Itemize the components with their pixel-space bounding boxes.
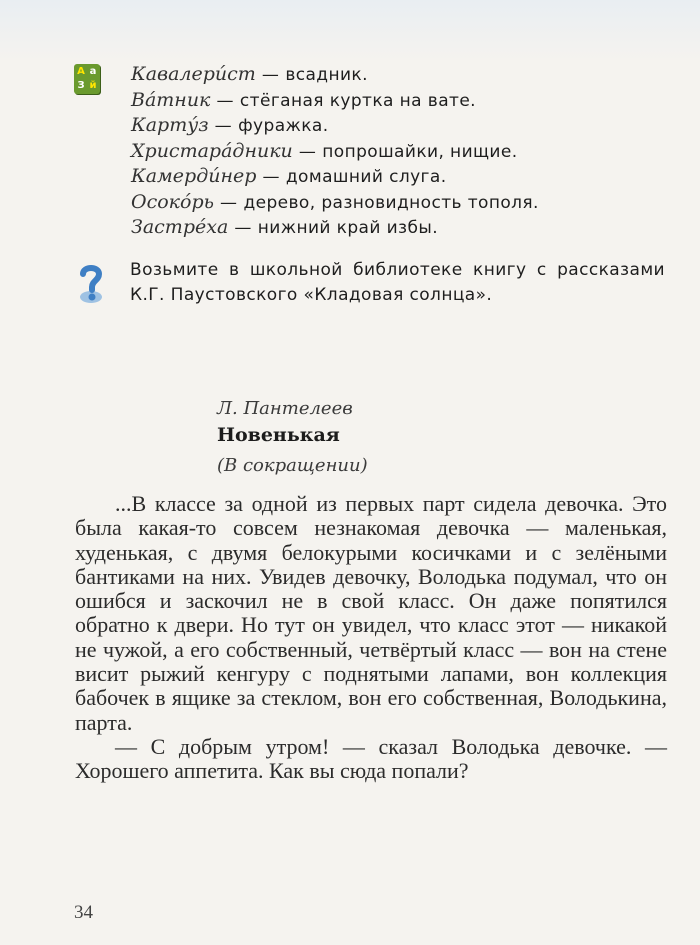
vocabulary-dash: — — [216, 90, 234, 111]
vocabulary-icon-letter: З — [77, 80, 85, 91]
vocabulary-term: Карту́з — [131, 114, 209, 136]
vocabulary-dash: — — [261, 65, 280, 85]
vocabulary-term: Кавалери́ст — [131, 63, 256, 85]
vocabulary-term: Застре́ха — [131, 216, 229, 238]
vocabulary-entry — [131, 215, 651, 241]
story-title: Новенькая — [217, 424, 340, 446]
vocabulary-entry — [131, 113, 651, 139]
vocabulary-icon-letter: а — [89, 66, 97, 77]
vocabulary-term: Камерди́нер — [131, 165, 257, 187]
vocabulary-definition: всадник. — [285, 65, 368, 85]
vocabulary-dash: — — [262, 167, 280, 187]
vocabulary-entry — [131, 62, 651, 88]
vocabulary-entry — [131, 139, 651, 165]
vocabulary-definition: дерево, разновидность тополя. — [243, 192, 539, 213]
vocabulary-entry — [131, 164, 651, 190]
vocabulary-entry — [131, 88, 651, 114]
vocabulary-term: Осоко́рь — [131, 190, 214, 213]
vocabulary-dash: — — [214, 116, 233, 136]
vocabulary-icon — [74, 64, 100, 94]
vocabulary-definition: нижний край избы. — [257, 218, 439, 238]
vocabulary-definition: стёганая куртка на вате. — [239, 90, 476, 111]
story-text — [75, 492, 667, 784]
story-paragraph: — С добрым утром! — сказал Володька девочке. — Хорошего аппетита. Как вы сюда попали? — [75, 733, 667, 784]
vocabulary-dash: — — [298, 141, 317, 162]
vocabulary-dash: — — [234, 218, 252, 238]
story-author: Л. Пантелеев — [217, 398, 353, 419]
vocabulary-list — [131, 62, 651, 241]
reading-assignment: Возьмите в школьной библиотеке книгу с рассказами К.Г. Паустовского «Кладовая солнца». — [130, 260, 665, 305]
vocabulary-term: Ва́тник — [131, 88, 211, 111]
vocabulary-definition: домашний слуга. — [285, 167, 447, 187]
vocabulary-definition: фуражка. — [238, 116, 329, 136]
top-band — [0, 0, 700, 60]
question-mark-icon — [77, 262, 105, 304]
vocabulary-entry — [131, 190, 651, 216]
story-note: (В сокращении) — [217, 455, 368, 476]
vocabulary-icon-letter: А — [77, 66, 85, 77]
vocabulary-dash: — — [220, 192, 238, 213]
vocabulary-term: Христара́дники — [131, 139, 293, 162]
story-paragraph: ...В классе за одной из первых парт сидела девочка. Это была какая-то совсем незнакомая девочка — маленькая, худенькая, с двумя белокурыми косичками и с зелёными бантиками на них. Увидев девочку, Володька подумал, что он ошибся и заскочил не в свой класс. Он даже попятился обратно к двери. Но тут он увидел, что класс этот — никакой не чужой, а его собственный, четвёртый класс — вон на стене висит рыжий кенгуру с поднятыми лапами, вон коллекция бабочек в ящике за стеклом, вон его собственная, Володькина, парта. — [75, 491, 667, 735]
vocabulary-definition: попрошайки, нищие. — [322, 141, 518, 162]
vocabulary-icon-letter: й — [89, 80, 97, 91]
page-number: 34 — [74, 902, 93, 923]
